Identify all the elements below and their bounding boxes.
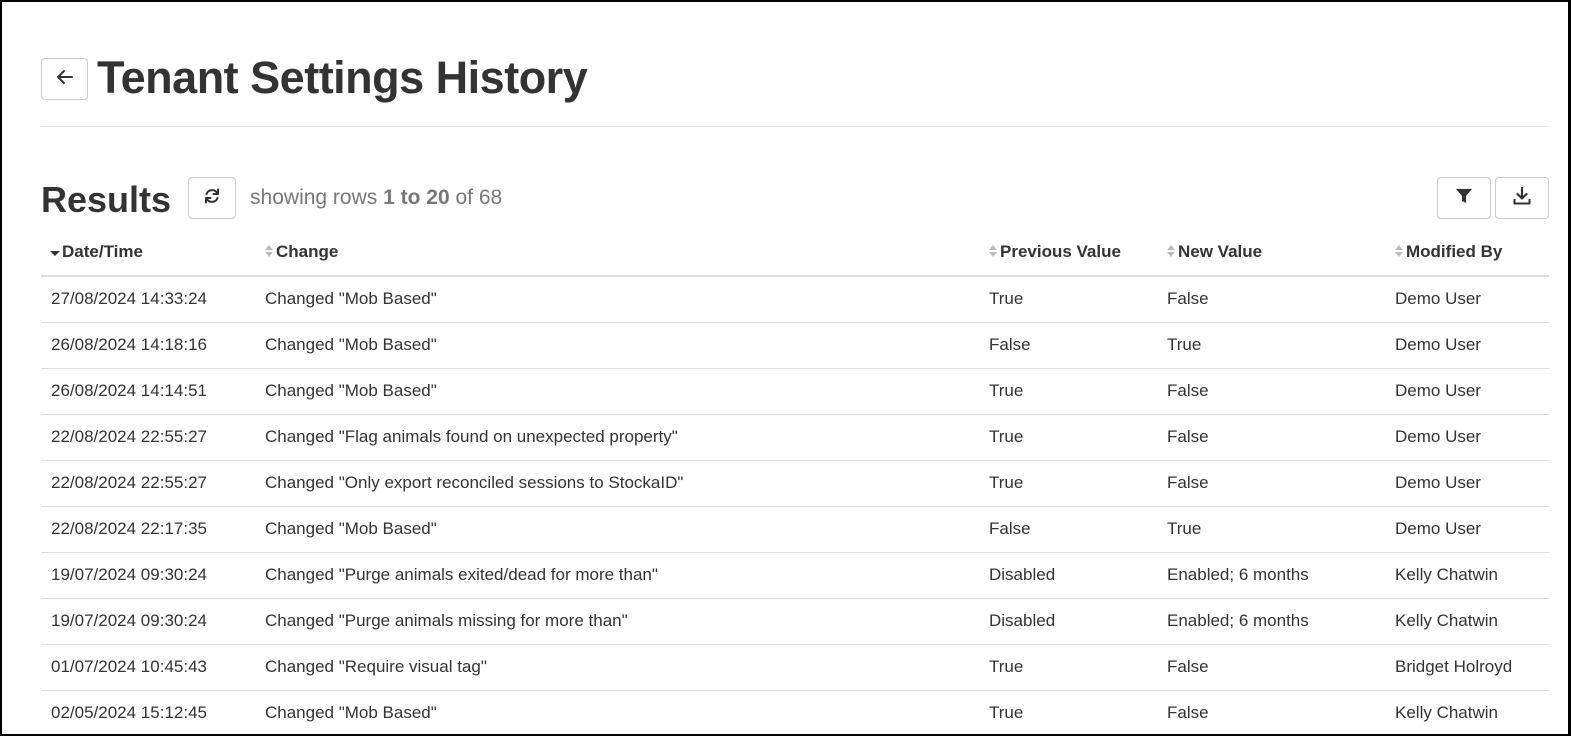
cell-modified-by: Kelly Chatwin (1385, 552, 1549, 598)
cell-modified-by: Demo User (1385, 368, 1549, 414)
cell-new-value: Enabled; 6 months (1157, 552, 1385, 598)
cell-change: Changed "Mob Based" (255, 690, 979, 736)
row-total: 68 (478, 186, 503, 209)
page-title: Tenant Settings History (97, 52, 588, 103)
header-row (41, 230, 1549, 276)
cell-change: Changed "Flag animals found on unexpected property" (255, 414, 979, 460)
cell-modified-by: Demo User (1385, 276, 1549, 322)
cell-datetime: 26/08/2024 14:18:16 (41, 322, 255, 368)
cell-datetime: 02/05/2024 15:12:45 (41, 690, 255, 736)
cell-change: Changed "Only export reconciled sessions to StockaID" (255, 460, 979, 506)
table-row[interactable] (41, 276, 1549, 322)
cell-new-value: False (1157, 690, 1385, 736)
cell-new-value: False (1157, 460, 1385, 506)
results-toolbar (1437, 177, 1549, 219)
cell-modified-by: Bridget Holroyd (1385, 644, 1549, 690)
column-label: Modified By (1406, 242, 1503, 262)
column-header-change[interactable] (255, 230, 979, 276)
row-range: 1 to 20 (383, 186, 450, 209)
cell-new-value: True (1157, 506, 1385, 552)
cell-new-value: Enabled; 6 months (1157, 598, 1385, 644)
sort-unsorted-icon (264, 243, 274, 263)
table-body (41, 276, 1549, 736)
cell-previous-value: False (979, 506, 1157, 552)
cell-previous-value: True (979, 276, 1157, 322)
table-row[interactable] (41, 552, 1549, 598)
cell-change: Changed "Purge animals missing for more than" (255, 598, 979, 644)
cell-modified-by: Kelly Chatwin (1385, 690, 1549, 736)
cell-datetime: 22/08/2024 22:55:27 (41, 414, 255, 460)
download-icon (1513, 187, 1531, 210)
cell-previous-value: Disabled (979, 598, 1157, 644)
download-button[interactable] (1495, 177, 1549, 219)
history-table (41, 230, 1549, 736)
table-row[interactable] (41, 322, 1549, 368)
table-row[interactable] (41, 690, 1549, 736)
refresh-icon (203, 187, 221, 210)
cell-modified-by: Demo User (1385, 414, 1549, 460)
column-header-modified-by[interactable] (1385, 230, 1549, 276)
cell-change: Changed "Require visual tag" (255, 644, 979, 690)
cell-previous-value: Disabled (979, 552, 1157, 598)
row-summary-of: of (455, 186, 474, 209)
filter-icon (1455, 187, 1473, 210)
cell-change: Changed "Mob Based" (255, 322, 979, 368)
column-header-previous-value[interactable] (979, 230, 1157, 276)
cell-new-value: False (1157, 644, 1385, 690)
sort-unsorted-icon (988, 243, 998, 263)
cell-previous-value: True (979, 644, 1157, 690)
sort-descending-icon (50, 243, 60, 263)
table-row[interactable] (41, 414, 1549, 460)
cell-new-value: True (1157, 322, 1385, 368)
cell-previous-value: True (979, 368, 1157, 414)
cell-datetime: 01/07/2024 10:45:43 (41, 644, 255, 690)
cell-datetime: 27/08/2024 14:33:24 (41, 276, 255, 322)
filter-button[interactable] (1437, 177, 1491, 219)
table-row[interactable] (41, 598, 1549, 644)
cell-modified-by: Demo User (1385, 460, 1549, 506)
table-header (41, 230, 1549, 276)
arrow-left-icon (56, 69, 74, 90)
sort-unsorted-icon (1166, 243, 1176, 263)
table-row[interactable] (41, 460, 1549, 506)
cell-modified-by: Demo User (1385, 322, 1549, 368)
cell-new-value: False (1157, 368, 1385, 414)
cell-previous-value: True (979, 414, 1157, 460)
column-header-new-value[interactable] (1157, 230, 1385, 276)
table-row[interactable] (41, 368, 1549, 414)
cell-previous-value: True (979, 690, 1157, 736)
cell-datetime: 22/08/2024 22:55:27 (41, 460, 255, 506)
table-row[interactable] (41, 644, 1549, 690)
cell-previous-value: True (979, 460, 1157, 506)
cell-change: Changed "Mob Based" (255, 368, 979, 414)
results-title: Results (41, 179, 172, 220)
cell-change: Changed "Mob Based" (255, 276, 979, 322)
column-header-datetime[interactable] (41, 230, 255, 276)
row-summary (250, 186, 502, 210)
cell-new-value: False (1157, 276, 1385, 322)
cell-modified-by: Demo User (1385, 506, 1549, 552)
cell-datetime: 26/08/2024 14:14:51 (41, 368, 255, 414)
cell-previous-value: False (979, 322, 1157, 368)
sort-unsorted-icon (1394, 243, 1404, 263)
column-label: Change (276, 242, 339, 262)
cell-datetime: 22/08/2024 22:17:35 (41, 506, 255, 552)
cell-modified-by: Kelly Chatwin (1385, 598, 1549, 644)
cell-change: Changed "Purge animals exited/dead for more than" (255, 552, 979, 598)
row-summary-prefix: showing rows (250, 186, 378, 209)
cell-new-value: False (1157, 414, 1385, 460)
column-label: New Value (1178, 242, 1263, 262)
cell-change: Changed "Mob Based" (255, 506, 979, 552)
cell-datetime: 19/07/2024 09:30:24 (41, 598, 255, 644)
column-label: Date/Time (62, 242, 143, 262)
results-bar (41, 176, 1549, 220)
refresh-button[interactable] (188, 177, 236, 219)
page-header (41, 52, 1549, 127)
back-button[interactable] (41, 58, 88, 100)
cell-datetime: 19/07/2024 09:30:24 (41, 552, 255, 598)
column-label: Previous Value (1000, 242, 1121, 262)
table-row[interactable] (41, 506, 1549, 552)
